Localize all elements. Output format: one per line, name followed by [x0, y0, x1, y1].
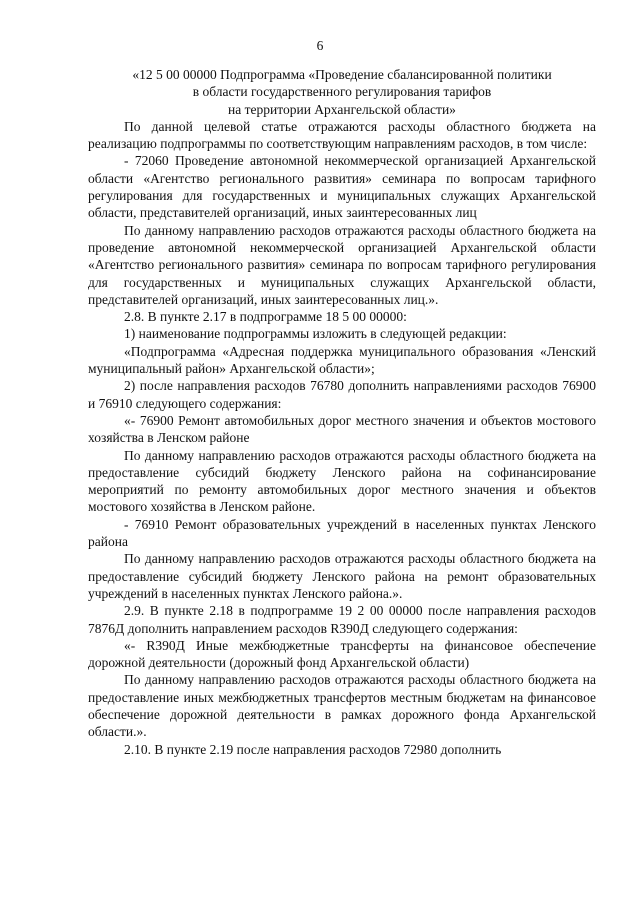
paragraph: По данному направлению расходов отражаются расходы областного бюджета на предоставление субсидий бюджету Ленского района на ремонт образовательных учреждений в населенных пунктах Ленского района.». [88, 551, 596, 601]
paragraph: По данному направлению расходов отражаются расходы областного бюджета на предоставление иных межбюджетных трансфертов местным бюджетам на финансовое обеспечение дорожной деятельности в рамках дорожного фонда Архангельской области.». [88, 672, 596, 740]
document-body [88, 66, 596, 758]
paragraph: «- R390Д Иные межбюджетные трансферты на финансовое обеспечение дорожной деятельности (дорожный фонд Архангельской области) [88, 637, 596, 671]
paragraph: 2) после направления расходов 76780 дополнить направлениями расходов 76900 и 76910 следующего содержания: [88, 378, 596, 411]
paragraph: По данному направлению расходов отражаются расходы областного бюджета на предоставление субсидий бюджету Ленского района на софинансирование мероприятий по ремонту автомобильных дорог местного значения и объектов мостового хозяйства в Ленском районе. [88, 447, 596, 515]
paragraph: «Подпрограмма «Адресная поддержка муниципального образования «Ленский муниципальный район» Архангельской области»; [88, 343, 596, 377]
paragraph: По данному направлению расходов отражаются расходы областного бюджета на проведение автономной некоммерческой организацией Архангельской области «Агентство регионального развития» семинара по вопросам тарифного регулирования для государственных и муниципальных служащих Архангельской области, представителей организаций, иных заинтересованных лиц.». [88, 222, 596, 307]
paragraph: По данной целевой статье отражаются расходы областного бюджета на реализацию подпрограммы по соответствующим направлениям расходов, в том числе: [88, 118, 596, 152]
heading-line: в области государственного регулирования тарифов [192, 84, 492, 100]
page-number: 6 [316, 38, 324, 53]
paragraph: 2.8. В пункте 2.17 в подпрограмме 18 5 00 00000: [124, 309, 407, 325]
paragraph: 2.9. В пункте 2.18 в подпрограмме 19 2 00 00000 после направления расходов 7876Д дополнить направлением расходов R390Д следующего содержания: [88, 603, 596, 636]
section-heading [88, 66, 596, 118]
heading-line: «12 5 00 00000 Подпрограмма «Проведение сбалансированной политики [132, 67, 552, 82]
paragraph: 1) наименование подпрограммы изложить в следующей редакции: [124, 326, 507, 342]
paragraph: «- 76900 Ремонт автомобильных дорог местного значения и объектов мостового хозяйства в Ленском районе [88, 412, 596, 446]
paragraph: 2.10. В пункте 2.19 после направления расходов 72980 дополнить [124, 741, 502, 757]
paragraph: - 76910 Ремонт образовательных учреждений в населенных пунктах Ленского района [88, 516, 596, 550]
paragraph: - 72060 Проведение автономной некоммерческой организацией Архангельской области «Агентство регионального развития» семинара по вопросам тарифного регулирования для государственных и муниципальных служащих Архангельской области, представителей организаций, иных заинтересованных лиц [88, 153, 596, 221]
heading-line: на территории Архангельской области» [228, 101, 456, 117]
